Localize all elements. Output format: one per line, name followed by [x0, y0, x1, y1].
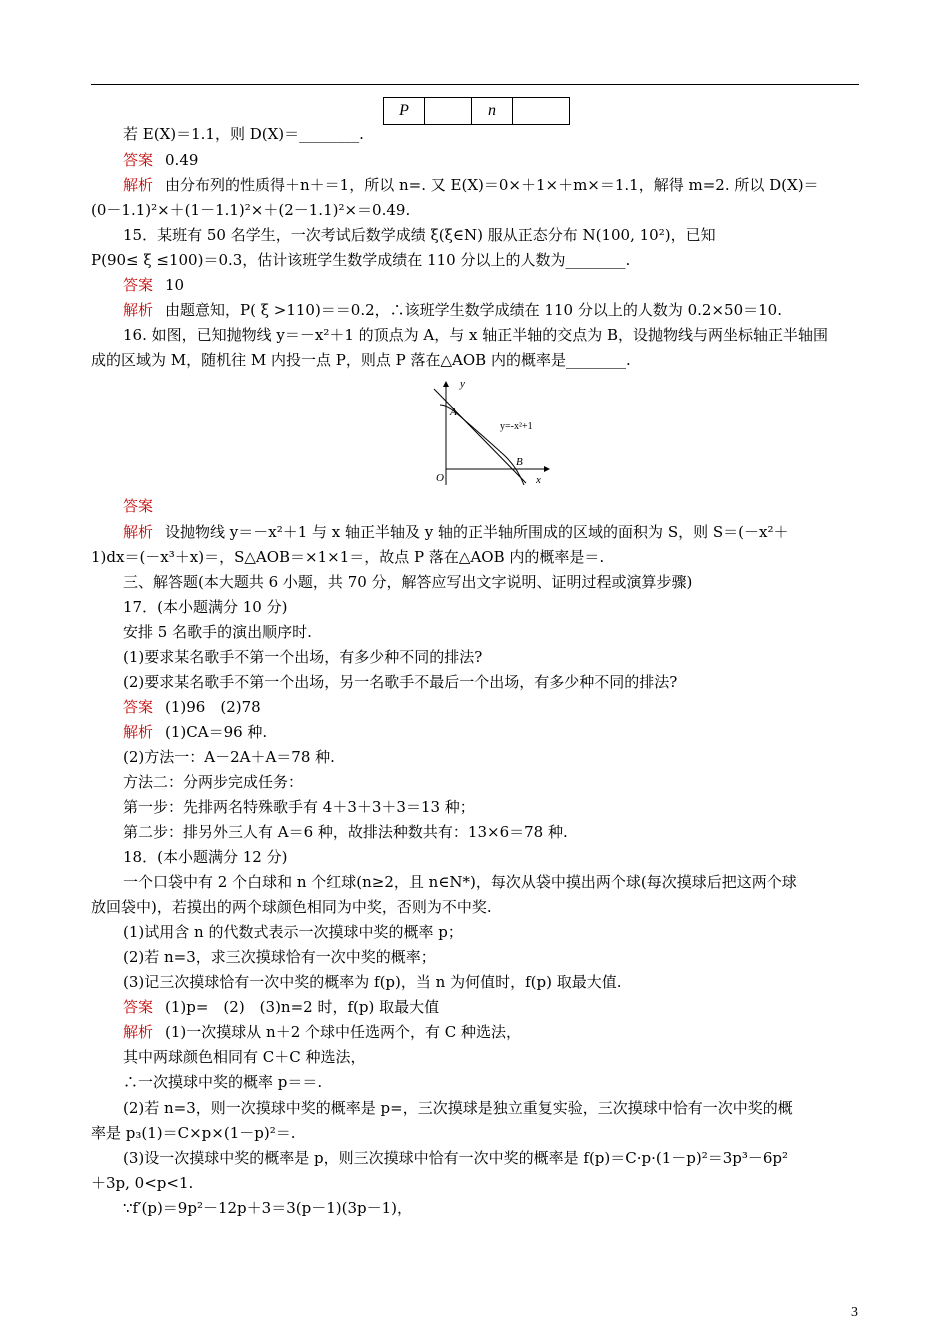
q18-analysis-line: (2)若 n=3，则一次摸球中奖的概率是 p=，三次摸球是独立重复实验，三次摸球中恰有一次中奖的概 — [123, 1099, 793, 1117]
q14-answer — [123, 151, 198, 169]
q18-part2: (2)若 n=3，求三次摸球恰有一次中奖的概率； — [123, 948, 436, 966]
q15-text: 15．某班有 50 名学生，一次考试后数学成绩 ξ(ξ∈N) 服从正态分布 N(100, 10²)，已知 — [123, 226, 716, 244]
header-rule — [91, 84, 859, 85]
origin-label: O — [436, 472, 444, 484]
q18-text-cont: 放回袋中)，若摸出的两个球颜色相同为中奖，否则为不中奖. — [91, 898, 492, 916]
q17-step1: 第一步：先排两名特殊歌手有 4＋3＋3＋3＝13 种； — [123, 798, 475, 816]
q14-analysis-cont: (0－1.1)²×＋(1－1.1)²×＋(2－1.1)²×＝0.49. — [91, 201, 411, 219]
point-a-label: A — [450, 406, 457, 418]
q16-analysis — [123, 523, 788, 541]
analysis-text: 由题意知，P( ξ >110)＝＝0.2，∴该班学生数学成绩在 110 分以上的人数为 0.2×50＝10. — [165, 301, 782, 319]
q18-answer — [123, 998, 439, 1016]
analysis-label: 解析 — [123, 723, 154, 741]
q18-part3: (3)记三次摸球恰有一次中奖的概率为 f(p)，当 n 为何值时，f(p) 取最大值. — [123, 973, 622, 991]
q18-analysis-line: 率是 p₃(1)＝C×p×(1－p)²＝. — [91, 1124, 296, 1142]
q18-analysis-line: 其中两球颜色相同有 C＋C 种选法， — [123, 1048, 366, 1066]
section-heading: 三、解答题(本大题共 6 小题，共 70 分，解答应写出文字说明、证明过程或演算步骤) — [123, 573, 693, 591]
q14-analysis — [123, 176, 819, 194]
y-axis-arrow — [443, 381, 449, 387]
answer-value: (1)96 (2)78 — [165, 698, 261, 716]
q18-text: 一个口袋中有 2 个白球和 n 个红球(n≥2，且 n∈N*)，每次从袋中摸出两个球(每次摸球后把这两个球 — [123, 873, 797, 891]
analysis-text: 由分布列的性质得＋n＋＝1，所以 n=. 又 E(X)＝0×＋1×＋m×＝1.1，解得 m=2. 所以 D(X)＝ — [165, 176, 819, 194]
answer-label: 答案 — [123, 698, 154, 716]
q15-analysis — [123, 301, 782, 319]
q17-text: 安排 5 名歌手的演出顺序时. — [123, 623, 312, 641]
x-axis-label: x — [536, 474, 541, 486]
analysis-label: 解析 — [123, 1023, 154, 1041]
table-cell-p: P — [384, 98, 425, 125]
analysis-text: (1)一次摸球从 n＋2 个球中任选两个，有 C 种选法， — [165, 1023, 522, 1041]
q16-text-cont: 成的区域为 M，随机往 M 内投一点 P，则点 P 落在△AOB 内的概率是________. — [91, 351, 631, 369]
q16-analysis-cont: 1)dx＝(－x³＋x)＝，S△AOB＝×1×1＝，故点 P 落在△AOB 内的概率是＝. — [91, 548, 605, 566]
q18-analysis-line: ∵f′(p)＝9p²－12p＋3＝3(p－1)(3p－1)， — [123, 1199, 412, 1217]
q15-answer — [123, 276, 184, 294]
q17-method2: 方法二：分两步完成任务： — [123, 773, 304, 791]
q18-part1: (1)试用含 n 的代数式表示一次摸球中奖的概率 p； — [123, 923, 463, 941]
q16-text: 16. 如图，已知抛物线 y＝－x²＋1 的顶点为 A，与 x 轴正半轴的交点为 B，设抛物线与两坐标轴正半轴围 — [123, 326, 829, 344]
answer-value: 10 — [165, 276, 185, 294]
q18-analysis-line: ＋3p, 0<p<1. — [91, 1174, 194, 1192]
table-cell-blank — [425, 98, 472, 125]
q16-answer — [123, 497, 153, 515]
q14-text: 若 E(X)＝1.1，则 D(X)＝________. — [123, 125, 364, 143]
q18-analysis — [123, 1023, 521, 1041]
table-cell-n: n — [472, 98, 513, 125]
q18-heading: 18．(本小题满分 12 分) — [123, 848, 288, 866]
q17-analysis — [123, 723, 267, 741]
q18-analysis-line: ∴一次摸球中奖的概率 p＝＝. — [123, 1073, 323, 1091]
q17-method1: (2)方法一：A－2A＋A＝78 种. — [123, 748, 335, 766]
answer-label: 答案 — [123, 151, 154, 169]
analysis-label: 解析 — [123, 176, 154, 194]
q17-answer — [123, 698, 261, 716]
page-number: 3 — [851, 1305, 858, 1320]
analysis-label: 解析 — [123, 301, 154, 319]
analysis-text: (1)CA＝96 种. — [165, 723, 268, 741]
q17-step2: 第二步：排另外三人有 A＝6 种，故排法种数共有：13×6＝78 种. — [123, 823, 568, 841]
analysis-text: 设抛物线 y＝－x²＋1 与 x 轴正半轴及 y 轴的正半轴所围成的区域的面积为 S，则 S＝(－x²＋ — [165, 523, 789, 541]
x-axis-arrow — [544, 466, 550, 472]
curve-label: y=-x²+1 — [500, 421, 533, 432]
parabola-figure — [432, 375, 552, 490]
q18-analysis-line: (3)设一次摸球中奖的概率是 p，则三次摸球中恰有一次中奖的概率是 f(p)＝C·p·(1－p)²＝3p³－6p² — [123, 1149, 789, 1167]
y-axis-label: y — [460, 378, 465, 390]
answer-label: 答案 — [123, 497, 154, 515]
analysis-label: 解析 — [123, 523, 154, 541]
answer-value: 0.49 — [165, 151, 199, 169]
table-cell-blank — [513, 98, 570, 125]
answer-value: (1)p= (2) (3)n=2 时，f(p) 取最大值 — [165, 998, 440, 1016]
answer-label: 答案 — [123, 276, 154, 294]
q17-heading: 17．(本小题满分 10 分) — [123, 598, 288, 616]
answer-label: 答案 — [123, 998, 154, 1016]
distribution-table — [383, 97, 570, 125]
q17-part2: (2)要求某名歌手不第一个出场，另一名歌手不最后一个出场，有多少种不同的排法? — [123, 673, 678, 691]
q17-part1: (1)要求某名歌手不第一个出场，有多少种不同的排法? — [123, 648, 483, 666]
point-b-label: B — [516, 456, 523, 468]
q15-text-cont: P(90≤ ξ ≤100)＝0.3，估计该班学生数学成绩在 110 分以上的人数为________. — [91, 251, 631, 269]
